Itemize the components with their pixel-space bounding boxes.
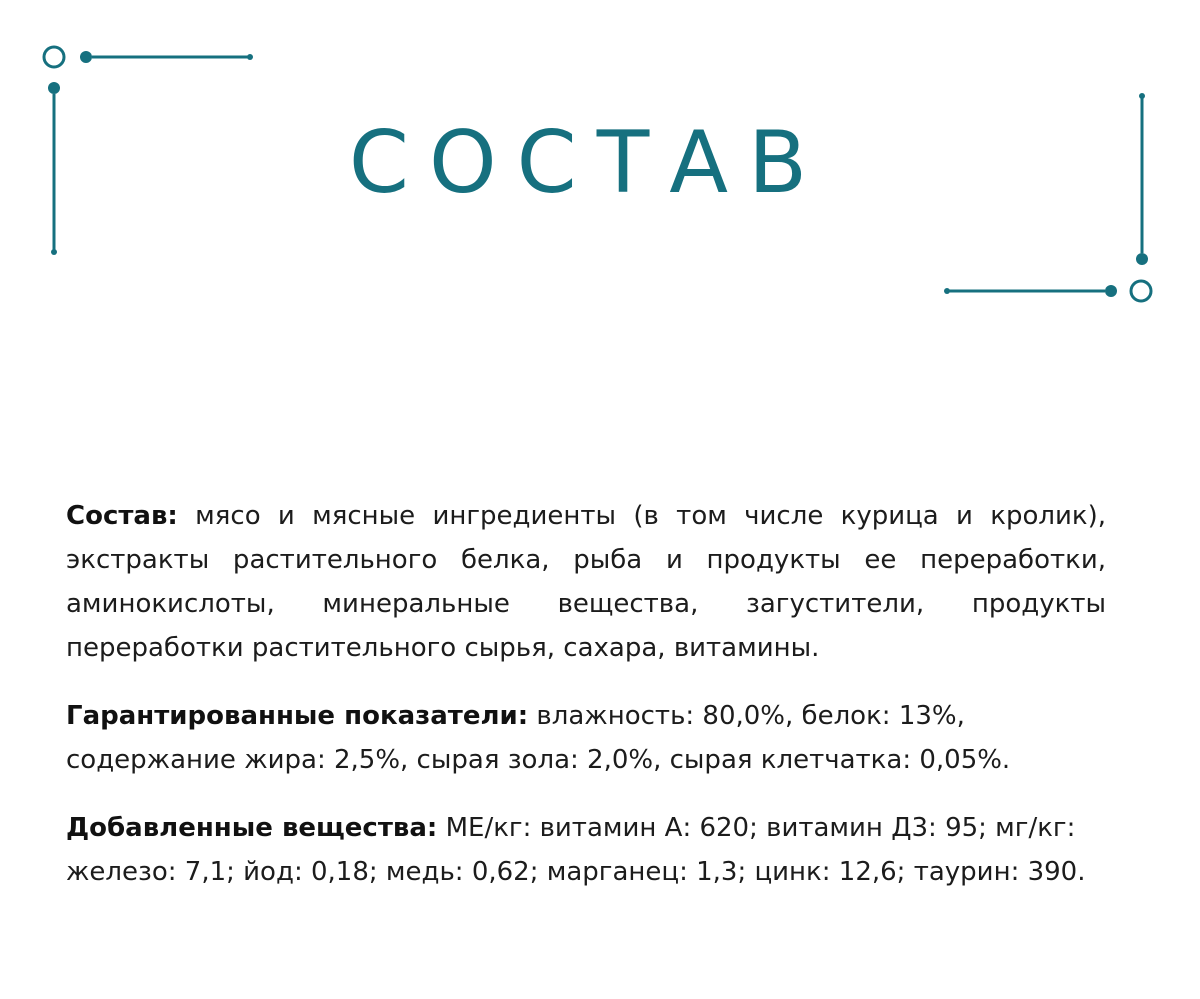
- composition-value: мясо и мясные ингредиенты (в том числе курица и кролик), экстракты растительного белка, рыба и продукты ее переработки, аминокислоты, минеральные вещества, загустители, продукты переработки растительного сырья, сахара, витамины.: [66, 501, 1106, 663]
- line-end-dot: [944, 288, 950, 294]
- guaranteed-values-paragraph: [66, 694, 1106, 782]
- composition-label: Состав:: [66, 501, 178, 531]
- guaranteed-values-label: Гарантированные показатели:: [66, 701, 529, 731]
- dot-icon: [1105, 285, 1117, 297]
- dot-icon: [1136, 253, 1148, 265]
- ring-icon: [44, 47, 64, 67]
- additives-paragraph: [66, 806, 1106, 894]
- composition-text: [66, 494, 1106, 894]
- composition-paragraph: [66, 494, 1106, 670]
- additives-value: МЕ/кг: витамин А: 620; витамин Д3: 95; мг/кг: железо: 7,1; йод: 0,18; медь: 0,62; марганец: 1,3; цинк: 12,6; таурин: 390.: [66, 813, 1086, 887]
- dot-icon: [48, 82, 60, 94]
- page-title: СОСТАВ: [348, 113, 828, 213]
- dot-icon: [80, 51, 92, 63]
- line-end-dot: [51, 249, 57, 255]
- ring-icon: [1131, 281, 1151, 301]
- line-end-dot: [1139, 93, 1145, 99]
- guaranteed-values-value: влажность: 80,0%, белок: 13%, содержание жира: 2,5%, сырая зола: 2,0%, сырая клетчатка: 0,05%.: [66, 701, 1011, 775]
- line-end-dot: [247, 54, 253, 60]
- additives-label: Добавленные вещества:: [66, 813, 438, 843]
